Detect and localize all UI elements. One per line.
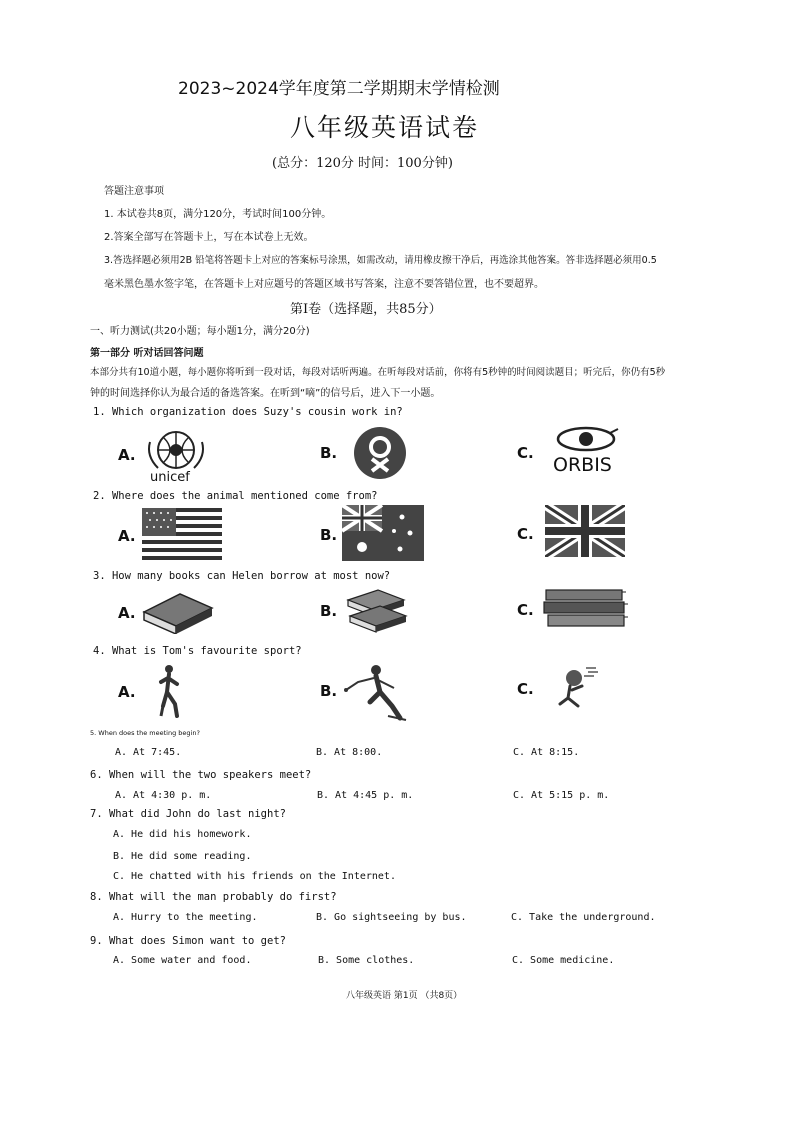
option-letter-b: B. bbox=[320, 682, 338, 700]
option-b: B. Go sightseeing by bus. bbox=[316, 912, 467, 923]
instruction: 本部分共有10道小题，每小题你将听到一段对话，每段对话听两遍。在听每段对话前，你将有5秒钟的时间阅读题目；听完后，你仍有5秒 bbox=[90, 367, 666, 378]
exam-title: 八年级英语试卷 bbox=[290, 113, 480, 142]
option-c: C. Take the underground. bbox=[511, 912, 656, 923]
exam-subtitle: (总分：120分 时间：100分钟) bbox=[272, 156, 453, 171]
notice-heading: 答题注意事项 bbox=[104, 186, 164, 197]
option-c: C. At 8:15. bbox=[513, 747, 580, 758]
sub-title: 第一部分 听对话回答问题 bbox=[90, 348, 204, 359]
option-c: C. At 5:15 p. m. bbox=[513, 790, 610, 801]
instruction: 钟的时间选择你认为最合适的备选答案。在听到“嘀”的信号后，进入下一小题。 bbox=[90, 388, 441, 399]
skier-icon bbox=[340, 662, 410, 722]
option-b: B. He did some reading. bbox=[113, 851, 252, 862]
option-a: A. At 7:45. bbox=[115, 747, 182, 758]
question-3: 3. How many books can Helen borrow at most now? bbox=[93, 570, 391, 582]
question-9: 9. What does Simon want to get? bbox=[90, 935, 286, 947]
question-8: 8. What will the man probably do first? bbox=[90, 891, 337, 903]
orbis-logo-text: ORBIS bbox=[553, 454, 612, 476]
one-book-icon bbox=[140, 586, 216, 634]
option-letter-c: C. bbox=[517, 444, 534, 462]
option-letter-b: B. bbox=[320, 444, 338, 462]
option-b: B. At 4:45 p. m. bbox=[317, 790, 414, 801]
unicef-logo-text: unicef bbox=[150, 470, 190, 485]
oxfam-logo-icon bbox=[352, 425, 408, 481]
option-letter-c: C. bbox=[517, 680, 534, 698]
question-7: 7. What did John do last night? bbox=[90, 808, 286, 820]
option-a: A. He did his homework. bbox=[113, 829, 252, 840]
option-letter-c: C. bbox=[517, 525, 534, 543]
option-letter-b: B. bbox=[320, 526, 338, 544]
option-letter-b: B. bbox=[320, 602, 338, 620]
option-b: B. Some clothes. bbox=[318, 955, 415, 966]
exam-header-line: 2023~2024学年度第二学期期末学情检测 bbox=[178, 79, 500, 99]
question-6: 6. When will the two speakers meet? bbox=[90, 769, 312, 781]
option-a: A. At 4:30 p. m. bbox=[115, 790, 212, 801]
notice-item: 1. 本试卷共8页，满分120分，考试时间100分钟。 bbox=[104, 209, 332, 220]
australia-flag-icon bbox=[342, 505, 424, 561]
runner-icon bbox=[550, 664, 600, 714]
part-title: 一、听力测试(共20小题；每小题1分，满分20分) bbox=[90, 326, 310, 337]
notice-item: 2.答案全部写在答题卡上，写在本试卷上无效。 bbox=[104, 232, 314, 243]
question-5: 5. When does the meeting begin? bbox=[90, 729, 200, 737]
notice-item: 3.答选择题必须用2B 铅笔将答题卡上对应的答案标号涂黑，如需改动，请用橡皮擦干净后，再选涂其他答案。答非选择题必须用0.5 bbox=[104, 255, 657, 266]
option-a: A. Hurry to the meeting. bbox=[113, 912, 258, 923]
option-c: C. Some medicine. bbox=[512, 955, 615, 966]
orbis-logo-icon bbox=[552, 425, 622, 455]
uk-flag-icon bbox=[545, 505, 625, 557]
option-letter-a: A. bbox=[118, 446, 136, 464]
notice-item: 毫米黑色墨水签字笔，在答题卡上对应题号的答题区域书写答案，注意不要答错位置，也不要超界。 bbox=[104, 279, 544, 290]
page-footer: 八年级英语 第1页 （共8页） bbox=[346, 991, 463, 1001]
two-books-icon bbox=[344, 586, 410, 634]
option-letter-a: A. bbox=[118, 527, 136, 545]
section-title: 第Ⅰ卷（选择题，共85分） bbox=[290, 302, 442, 317]
question-1: 1. Which organization does Suzy's cousin work in? bbox=[93, 406, 403, 418]
option-letter-a: A. bbox=[118, 604, 136, 622]
option-letter-c: C. bbox=[517, 601, 534, 619]
option-a: A. Some water and food. bbox=[113, 955, 252, 966]
option-letter-a: A. bbox=[118, 683, 136, 701]
basketball-player-icon bbox=[155, 664, 189, 720]
usa-flag-icon bbox=[142, 508, 222, 560]
three-books-icon bbox=[542, 586, 628, 634]
question-2: 2. Where does the animal mentioned come from? bbox=[93, 490, 378, 502]
question-4: 4. What is Tom's favourite sport? bbox=[93, 645, 302, 657]
option-c: C. He chatted with his friends on the Internet. bbox=[113, 871, 396, 882]
option-b: B. At 8:00. bbox=[316, 747, 383, 758]
